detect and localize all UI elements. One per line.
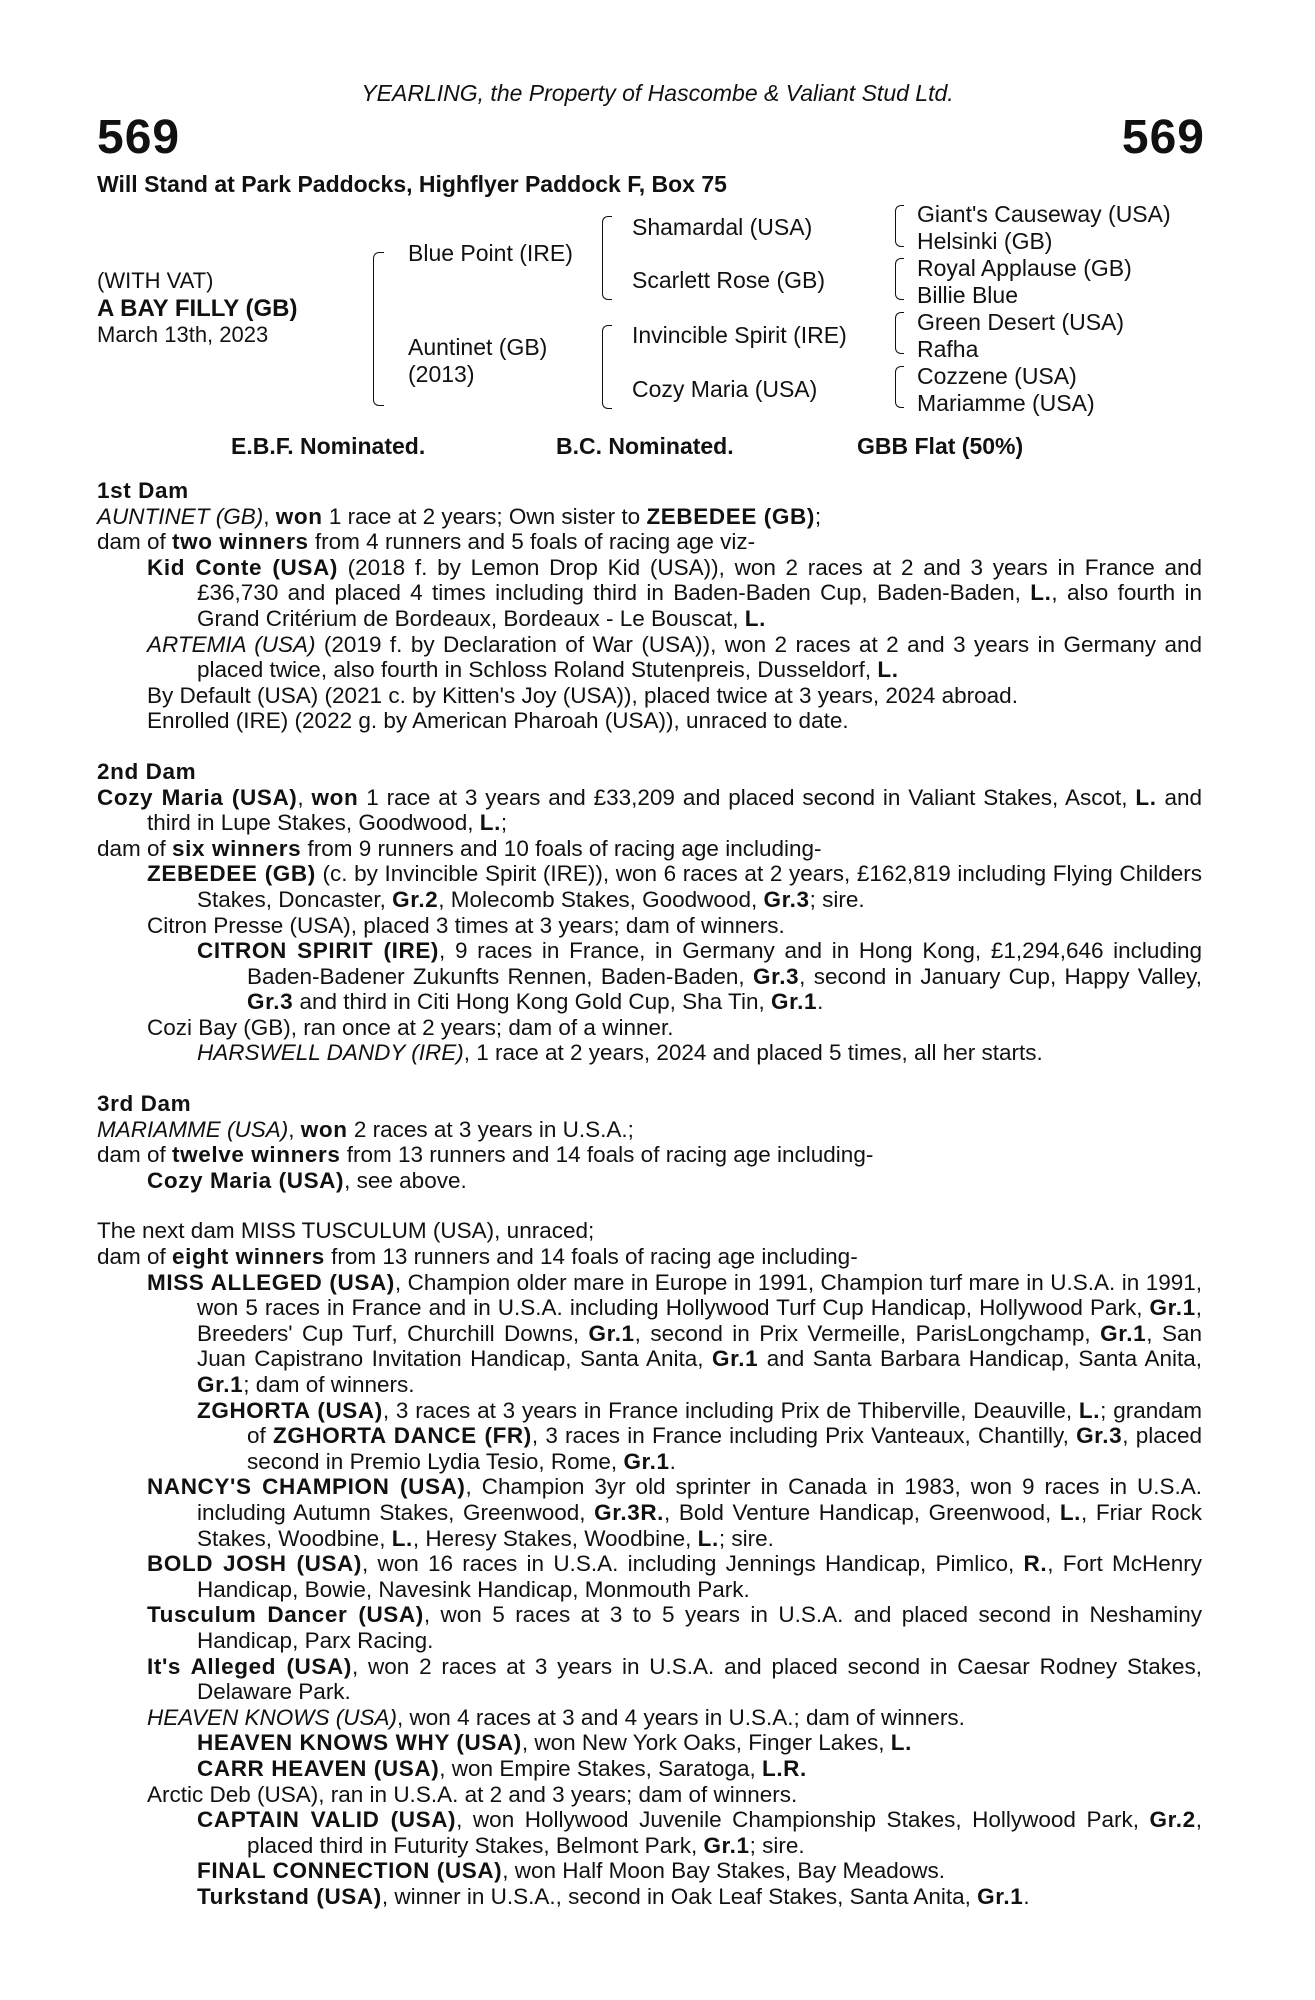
first-dam-heading: 1st Dam xyxy=(97,478,189,503)
ancestor-7: Cozzene (USA) xyxy=(917,363,1077,389)
lot-title: A BAY FILLY (GB) xyxy=(97,295,298,322)
third-dam-line: MARIAMME (USA), won 2 races at 3 years in U.S.A.; xyxy=(97,1116,634,1142)
sire-dam: Scarlett Rose (GB) xyxy=(632,267,825,293)
catalogue-subtitle: YEARLING, the Property of Hascombe & Valiant Stud Ltd. xyxy=(361,80,954,106)
ancestor-4: Billie Blue xyxy=(917,282,1018,308)
pedigree-notes xyxy=(97,478,1202,1909)
dam-sire: Invincible Spirit (IRE) xyxy=(632,322,847,348)
produce-captain-valid: CAPTAIN VALID (USA), won Hollywood Juvenile Championship Stakes, Hollywood Park, Gr.2, placed third in Futurity Stakes, Belmont Park, Gr.1; sire. xyxy=(197,1807,1202,1858)
produce-heaven-knows-why: HEAVEN KNOWS WHY (USA), won New York Oaks, Finger Lakes, L. xyxy=(197,1730,912,1756)
lot-number-right: 569 xyxy=(1121,111,1205,164)
dam-year: (2013) xyxy=(408,361,475,387)
produce-artemia: ARTEMIA (USA) (2019 f. by Declaration of War (USA)), won 2 races at 2 and 3 years in Germany and placed twice, also fourth in Schloss Roland Stutenpreis, Dusseldorf, L. xyxy=(147,631,1202,683)
produce-cozi-bay: Cozi Bay (GB), ran once at 2 years; dam of a winner. xyxy=(147,1014,674,1040)
produce-citron-spirit: CITRON SPIRIT (IRE), 9 races in France, in Germany and in Hong Kong, £1,294,646 including Baden-Badener Zukunfts Rennen, Baden-Baden, Gr.3, second in January Cup, Happy Valley, Gr.3 and third in Citi Hong Kong Gold Cup, Sha Tin, Gr.1. xyxy=(197,938,1202,1015)
sire: Blue Point (IRE) xyxy=(408,240,573,266)
next-dam-produce-summary: dam of eight winners from 13 runners and 14 foals of racing age including- xyxy=(97,1244,858,1270)
gbb-flat: GBB Flat (50%) xyxy=(857,433,1024,459)
ancestor-8: Mariamme (USA) xyxy=(917,390,1095,416)
produce-final-connection: FINAL CONNECTION (USA), won Half Moon Bay Stakes, Bay Meadows. xyxy=(197,1858,945,1884)
g-brace-4 xyxy=(895,366,904,408)
dam: Auntinet (GB) xyxy=(408,334,548,360)
second-dam-heading: 2nd Dam xyxy=(97,758,197,784)
produce-zebedee: ZEBEDEE (GB) (c. by Invincible Spirit (IRE)), won 6 races at 2 years, £162,819 including Flying Childers Stakes, Doncaster, Gr.2, Molecomb Stakes, Goodwood, Gr.3; sire. xyxy=(147,861,1202,912)
produce-arctic-deb: Arctic Deb (USA), ran in U.S.A. at 2 and 3 years; dam of winners. xyxy=(147,1781,798,1807)
pedigree-brace xyxy=(373,252,384,406)
produce-citron-presse: Citron Presse (USA), placed 3 times at 3 years; dam of winners. xyxy=(147,912,785,938)
produce-carr-heaven: CARR HEAVEN (USA), won Empire Stakes, Saratoga, L.R. xyxy=(197,1755,807,1781)
second-dam-produce-summary: dam of six winners from 9 runners and 10 foals of racing age including- xyxy=(97,835,822,861)
bc-nomination: B.C. Nominated. xyxy=(556,433,734,459)
g-brace-1 xyxy=(895,205,904,247)
dam-brace xyxy=(602,325,612,409)
produce-zghorta: ZGHORTA (USA), 3 races at 3 years in France including Prix de Thiberville, Deauville, L.; grandam of ZGHORTA DANCE (FR), 3 races in France including Prix Vanteaux, Chantilly, Gr.3, placed second in Premio Lydia Tesio, Rome, Gr.1. xyxy=(197,1397,1202,1474)
sire-sire: Shamardal (USA) xyxy=(632,214,813,240)
ebf-nomination: E.B.F. Nominated. xyxy=(231,433,426,459)
g-brace-2 xyxy=(895,258,904,300)
g-brace-3 xyxy=(895,312,904,354)
produce-heaven-knows: HEAVEN KNOWS (USA), won 4 races at 3 and 4 years in U.S.A.; dam of winners. xyxy=(147,1704,965,1730)
third-dam-heading: 3rd Dam xyxy=(97,1091,192,1117)
produce-bold-josh: BOLD JOSH (USA), won 16 races in U.S.A. including Jennings Handicap, Pimlico, R., Fort McHenry Handicap, Bowie, Navesink Handicap, Monmouth Park. xyxy=(147,1551,1202,1602)
stand-location: Will Stand at Park Paddocks, Highflyer Paddock F, Box 75 xyxy=(97,171,727,197)
second-dam-line: Cozy Maria (USA), won 1 race at 3 years and £33,209 and placed second in Valiant Stakes, Ascot, L. and third in Lupe Stakes, Goodwood, L.; xyxy=(97,784,1202,836)
ancestor-6: Rafha xyxy=(917,336,979,362)
next-dam-line: The next dam MISS TUSCULUM (USA), unraced; xyxy=(97,1218,595,1244)
ancestor-2: Helsinki (GB) xyxy=(917,228,1053,254)
produce-by-default: By Default (USA) (2021 c. by Kitten's Joy (USA)), placed twice at 3 years, 2024 abroad. xyxy=(147,682,1018,708)
sire-brace xyxy=(602,216,612,300)
ancestor-5: Green Desert (USA) xyxy=(917,309,1125,335)
produce-miss-alleged: MISS ALLEGED (USA), Champion older mare in Europe in 1991, Champion turf mare in U.S.A. in 1991, won 5 races in France and in U.S.A. including Hollywood Turf Cup Handicap, Hollywood Park, Gr.1, Breeders' Cup Turf, Churchill Downs, Gr.1, second in Prix Vermeille, ParisLongchamp, Gr.1, San Juan Capistrano Invitation Handicap, Santa Anita, Gr.1 and Santa Barbara Handicap, Santa Anita, Gr.1; dam of winners. xyxy=(147,1269,1202,1397)
third-dam-produce-summary: dam of twelve winners from 13 runners and 14 foals of racing age including- xyxy=(97,1142,874,1168)
produce-tusculum-dancer: Tusculum Dancer (USA), won 5 races at 3 to 5 years in U.S.A. and placed second in Neshaminy Handicap, Parx Racing. xyxy=(147,1602,1202,1653)
lot-number-left: 569 xyxy=(97,111,181,164)
vat-note: (WITH VAT) xyxy=(97,268,214,293)
produce-nancys-champion: NANCY'S CHAMPION (USA), Champion 3yr old sprinter in Canada in 1983, won 9 races in U.S.A. including Autumn Stakes, Greenwood, Gr.3R., Bold Venture Handicap, Greenwood, L., Friar Rock Stakes, Woodbine, L., Heresy Stakes, Woodbine, L.; sire. xyxy=(147,1474,1202,1551)
ancestor-3: Royal Applause (GB) xyxy=(917,255,1132,281)
ancestor-1: Giant's Causeway (USA) xyxy=(917,201,1171,227)
produce-kid-conte: Kid Conte (USA) (2018 f. by Lemon Drop Kid (USA)), won 2 races at 2 and 3 years in France and £36,730 and placed 4 times including third in Baden-Baden Cup, Baden-Baden, L., also fourth in Grand Critérium de Bordeaux, Bordeaux - Le Bouscat, L. xyxy=(147,554,1202,631)
produce-harswell-dandy: HARSWELL DANDY (IRE), 1 race at 2 years, 2024 and placed 5 times, all her starts. xyxy=(197,1040,1043,1066)
produce-enrolled: Enrolled (IRE) (2022 g. by American Pharoah (USA)), unraced to date. xyxy=(147,708,849,734)
produce-turkstand: Turkstand (USA), winner in U.S.A., second in Oak Leaf Stakes, Santa Anita, Gr.1. xyxy=(197,1883,1030,1909)
first-dam-produce-summary: dam of two winners from 4 runners and 5 foals of racing age viz- xyxy=(97,529,756,555)
foaling-date: March 13th, 2023 xyxy=(97,322,269,347)
produce-its-alleged: It's Alleged (USA), won 2 races at 3 years in U.S.A. and placed second in Caesar Rodney Stakes, Delaware Park. xyxy=(147,1653,1202,1705)
produce-cozy-maria: Cozy Maria (USA), see above. xyxy=(147,1167,467,1193)
first-dam-line: AUNTINET (GB), won 1 race at 2 years; Own sister to ZEBEDEE (GB); xyxy=(97,503,822,529)
dam-dam: Cozy Maria (USA) xyxy=(632,376,818,402)
